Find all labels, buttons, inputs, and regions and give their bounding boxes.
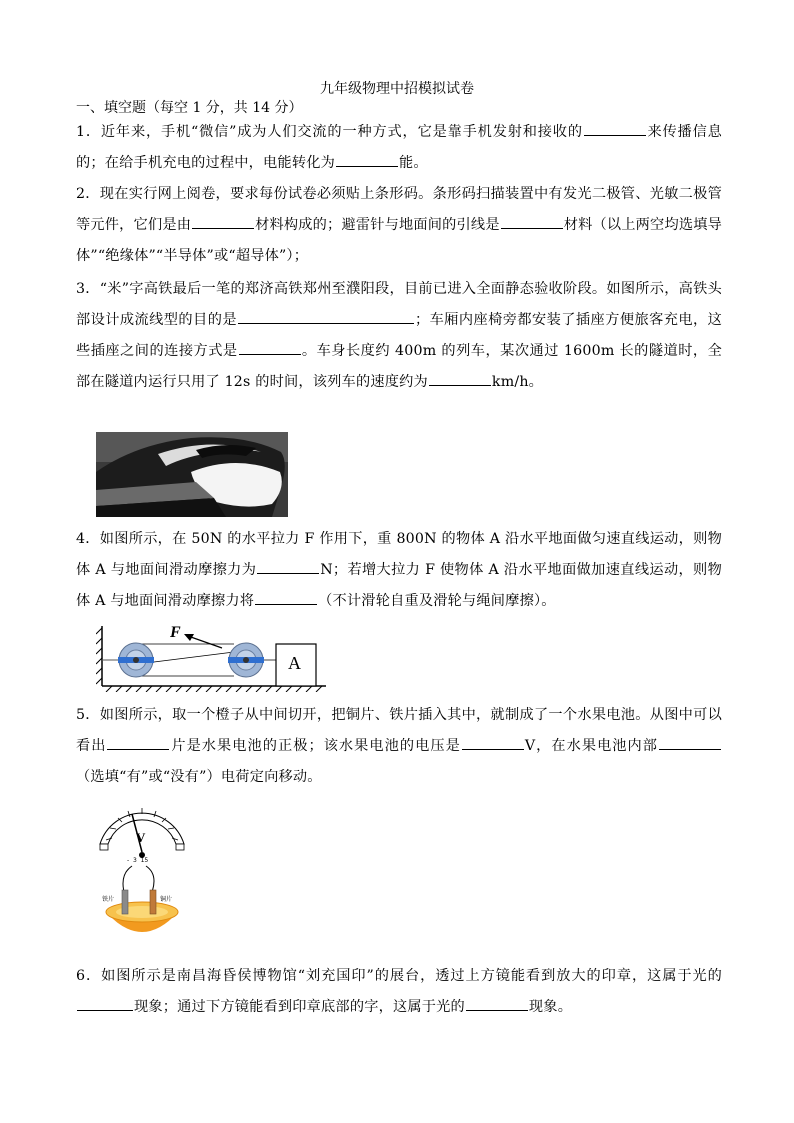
q4-blank-2[interactable]	[255, 603, 317, 605]
train-image	[96, 432, 288, 517]
q1-blank-1[interactable]	[584, 134, 646, 136]
exam-title: 九年级物理中招模拟试卷	[320, 81, 474, 97]
section-heading: 一、填空题（每空 1 分，共 14 分）	[76, 100, 303, 116]
question-4	[76, 524, 722, 617]
q5-text-a: 5．如图所示，取一个橙子从中间切开，把铜片、铁片插入其中，就制成了一个水果电池。从图中可以看出	[76, 707, 722, 754]
pulley-diagram	[96, 622, 332, 692]
q4-text-b: N；若增大拉力 F 使物体 A 沿水平地面做加速直线运动，则物体 A 与地面间滑动摩擦力将	[76, 562, 722, 609]
question-5	[76, 700, 722, 793]
question-6	[76, 961, 722, 1023]
q1-blank-2[interactable]	[336, 165, 398, 167]
voltmeter-unit: V	[136, 830, 146, 845]
q2-text-b: 材料构成的；避雷针与地面间的引线是	[255, 217, 500, 233]
q1-text-a: 1．近年来，手机“微信”成为人们交流的一种方式，它是靠手机发射和接收的	[76, 124, 583, 140]
q2-text-c: 材料（以上两空均选填导体”“绝缘体”“半导体”或“超导体”）；	[76, 217, 722, 264]
block-a-label: A	[288, 653, 301, 673]
q3-blank-3[interactable]	[429, 384, 491, 386]
q3-text-a: 3．“米”字高铁最后一笔的郑济高铁郑州至濮阳段，目前已进入全面静态验收阶段。如图所示，高铁头部设计成流线型的目的是	[76, 281, 722, 328]
question-3	[76, 274, 722, 398]
force-label: F	[170, 624, 181, 641]
q2-blank-1[interactable]	[192, 227, 254, 229]
q1-text-b: 来传播信息的；在给手机充电的过程中，电能转化为	[76, 124, 722, 171]
q6-text-b: 现象；通过下方镜能看到印章底部的字，这属于光的	[134, 999, 465, 1015]
q5-text-d: （选填“有”或“没有”）电荷定向移动。	[76, 769, 322, 785]
question-2	[76, 179, 722, 272]
q2-text-a: 2．现在实行网上阅卷，要求每份试卷必须贴上条形码。条形码扫描装置中有发光二极管、光敏二极管等元件，它们是由	[76, 186, 722, 233]
left-plate-label: 铁片	[102, 896, 115, 903]
q4-text-c: （不计滑轮自重及滑轮与绳间摩擦）。	[318, 593, 556, 609]
q2-blank-2[interactable]	[501, 227, 563, 229]
q5-blank-1[interactable]	[107, 748, 169, 750]
terminal-labels: - 3 15	[127, 857, 149, 864]
q3-text-b: ；车厢内座椅旁都安装了插座方便旅客充电，这些插座之间的连接方式是	[76, 312, 723, 359]
q3-blank-1[interactable]	[238, 322, 414, 324]
q3-text-d: km/h。	[491, 374, 544, 390]
question-1	[76, 117, 722, 179]
fruit-battery-image	[94, 800, 190, 952]
q6-blank-1[interactable]	[77, 1009, 133, 1011]
q5-text-b: 片是水果电池的正极；该水果电池的电压是	[170, 738, 461, 754]
q3-blank-2[interactable]	[239, 353, 301, 355]
q6-text-a: 6．如图所示是南昌海昏侯博物馆“刘充国印”的展台，透过上方镜能看到放大的印章，这属于光的	[76, 968, 722, 984]
q6-blank-2[interactable]	[466, 1009, 528, 1011]
q5-blank-2[interactable]	[462, 748, 524, 750]
q3-text-c: 。车身长度约 400m 的列车，某次通过 1600m 长的隧道时，全部在隧道内运行只用了 12s 的时间，该列车的速度约为	[76, 343, 723, 390]
right-plate-label: 铜片	[160, 896, 173, 903]
q1-text-c: 能。	[398, 155, 428, 171]
q5-text-c: V，在水果电池内部	[524, 738, 659, 754]
q4-text-a: 4．如图所示，在 50N 的水平拉力 F 作用下，重 800N 的物体 A 沿水平地面做匀速直线运动，则物体 A 与地面间滑动摩擦力为	[76, 531, 722, 578]
q6-text-c: 现象。	[528, 999, 573, 1015]
q5-blank-3[interactable]	[659, 748, 721, 750]
q4-blank-1[interactable]	[257, 572, 319, 574]
